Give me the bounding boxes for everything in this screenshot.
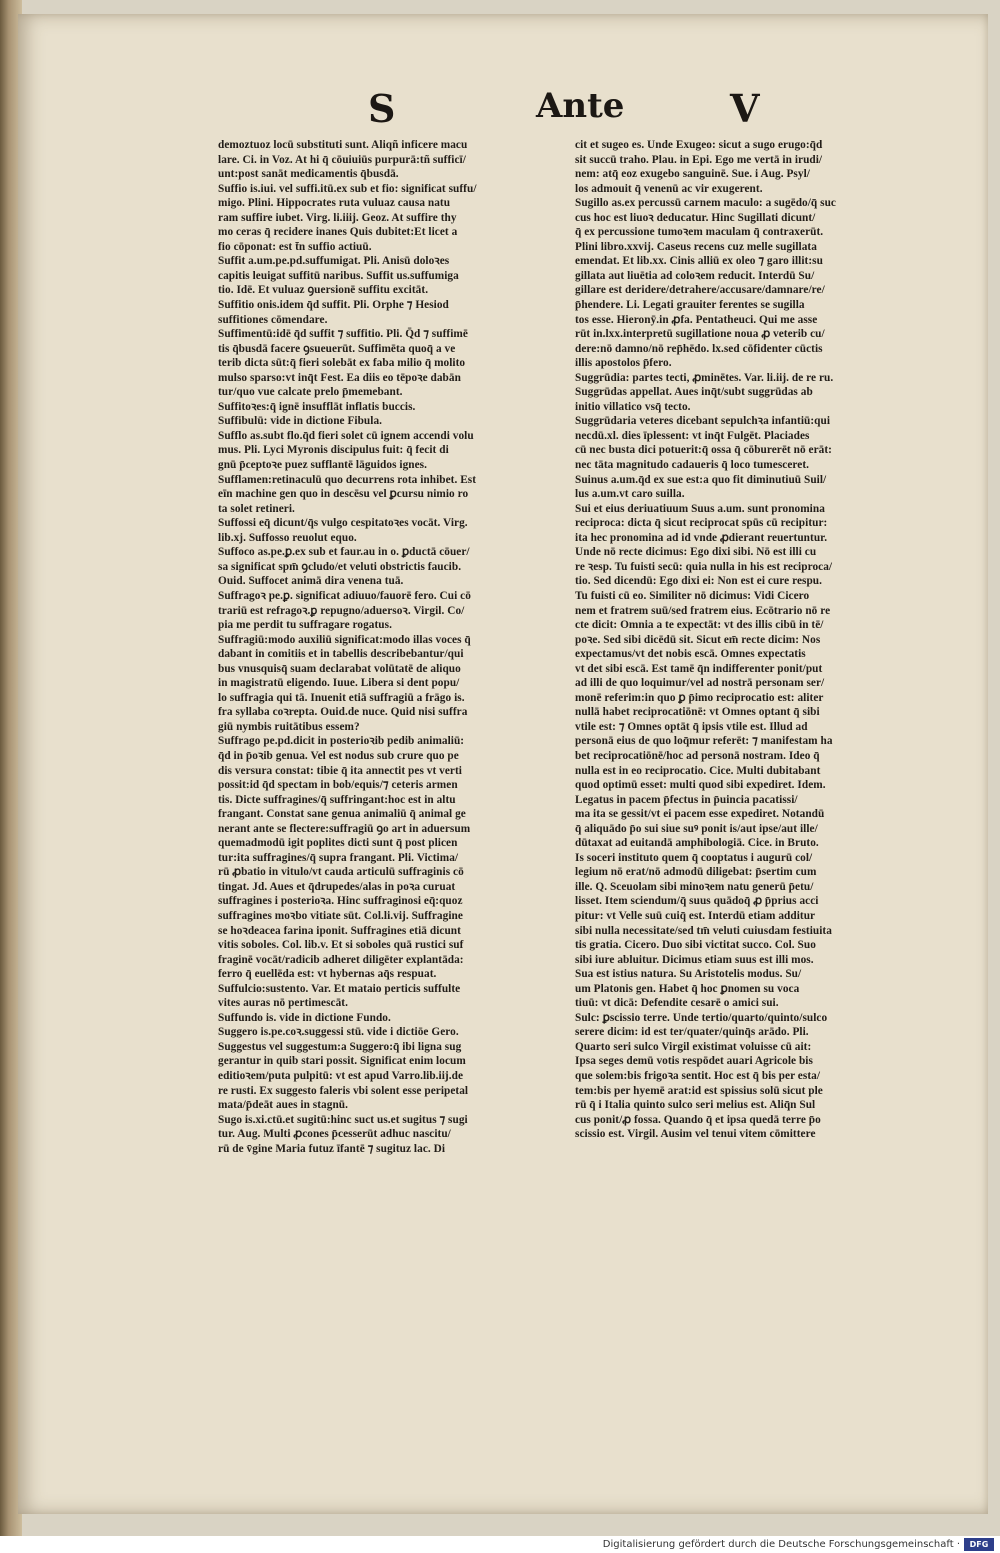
text-line: tos esse. Hieronȳ.in ꝓfa. Pentatheuci. Qui me asse [575, 313, 818, 326]
text-line: q̄ aliquādo p̄o sui siue suꝰ ponit is/aut ipse/aut ille/ [575, 822, 818, 835]
text-line: emendat. Et lib.xx. Cinis alliū ex oleo ⁊ garo illit:su [575, 255, 823, 268]
text-line: Suffulcio:sustento. Var. Et mataio perticis suffulte [218, 982, 461, 995]
text-line: Suggrūdas appellat. Aues inq̄t/subt suggrūdas ab [575, 386, 813, 399]
header-word: Ante [536, 86, 625, 126]
text-line: Suffundo is. vide in dictione Fundo. [218, 1011, 391, 1024]
text-line: sibi nulla necessitate/sed tm̄ veluti cuiusdam festiuita [575, 924, 832, 937]
text-line: pitur: vt Velle suū cuiq̄ est. Interdū etiam additur [575, 909, 816, 922]
text-line: nec tāta magnitudo cadaueris q̄ loco tumesceret. [575, 459, 810, 472]
text-line: se hoꝛdeacea farina iponit. Suffragines etiā dicunt [218, 924, 461, 937]
text-line: Suggrūdaria veteres dicebant sepulchꝛa infantiū:qui [575, 415, 831, 428]
text-line: gerantur in quib stari possit. Significat enim locum [218, 1055, 466, 1068]
text-line: tur:ita suffragines/q̄ supra frangant. Pli. Victima/ [218, 851, 459, 864]
text-line: nulla est in eo reciprocatio. Cice. Multi dubitabant [575, 764, 821, 777]
text-line: q̄ ex percussione tumoꝛem maculam q̄ contraxerūt. [575, 226, 824, 239]
text-column-right [575, 138, 947, 1278]
text-line: cit et sugeo es. Unde Exugeo: sicut a sugo erugo:q̄d [575, 139, 823, 151]
text-line: initio villatico vsq̄ tecto. [575, 400, 691, 413]
text-line: Sua est istius natura. Su Aristotelis modus. Su/ [575, 968, 802, 981]
text-line: lus a.um.vt caro suilla. [575, 488, 685, 501]
text-line: Suffitio onis.idem q̄d suffit. Pli. Orphe ⁊ Hesiod [218, 299, 449, 312]
text-line: bus vnusquisq̄ suam declarabat volūtatē de aliquo [218, 662, 461, 675]
text-line: nerant ante se flectere:suffragiū ꝯo art in aduersum [218, 822, 471, 835]
text-line: tur/quo vue calcate prelo p̄memebant. [218, 386, 403, 399]
text-line: tis q̄busdā facere ꝯsueuerūt. Suffimēta quoq̄ a ve [218, 342, 456, 355]
text-line: necdū.xl. dies īplessent: vt inq̄t Fulgēt. Placiades [575, 429, 810, 442]
text-line: vtile est: ⁊ Omnes optāt q̄ ipsis vtile est. Illud ad [575, 720, 808, 733]
text-line: suffragines moꝛbo vitiate sūt. Col.li.vij. Suffragine [218, 909, 463, 922]
text-line: que solem:bis frigoꝛa sentit. Hoc est q̄ bis per esta/ [575, 1070, 821, 1082]
text-line: dabant in comitiis et in tabellis describebantur/qui [218, 648, 464, 661]
header-letter-left: S [368, 86, 396, 131]
text-line: tio. Idē. Et vuluaz ꝯuersionē suffitu excitāt. [218, 284, 429, 297]
text-line: Is soceri instituto quem q̄ cooptatus i augurū col/ [575, 851, 813, 864]
text-line: Sufflo as.subt flo.q̄d fieri solet cū ignem accendi volu [218, 429, 474, 442]
text-line: reciproca: dicta q̄ sicut reciprocat spūs cū recipitur: [575, 517, 828, 530]
text-line: cus hoc est liuoꝛ deducatur. Hinc Sugillati dicunt/ [575, 211, 816, 224]
text-line: Sugo is.xi.ctū.et sugitū:hinc suct us.et sugitus ⁊ sugi [218, 1113, 468, 1126]
text-line: cus ponit/ꝓ fossa. Quando q̄ et ipsa quedā terre p̄o [575, 1113, 821, 1126]
text-line: um Platonis gen. Habet q̄ hoc ꝑnomen su voca [575, 982, 800, 995]
text-line: Suffragoꝛ pe.ꝑ. significat adiuuo/fauorē fero. Cui cō [218, 589, 471, 602]
text-line: quod optimū esset: multi quod sibi expediret. Idem. [575, 779, 826, 792]
text-line: illis apostolos p̄fero. [575, 357, 672, 370]
text-line: Tu fuisti cū eo. Similiter nō dicimus: Vidi Cicero [575, 589, 810, 602]
text-line: Suffoco as.pe.ꝑ.ex sub et faur.au in o. ꝑductā cōuer/ [218, 546, 470, 559]
text-line: re rusti. Ex suggesto faleris vbi solent esse peripetal [218, 1084, 469, 1097]
text-line: vites auras nō pertimescāt. [218, 997, 348, 1010]
text-line: monē referim:in quo ꝑ p̄imo reciprocatio est: aliter [575, 691, 824, 704]
text-line: mata/p̄deāt aues in stagnū. [218, 1099, 348, 1112]
text-line: tio. Sed dicendū: Ego dixi ei: Non est ei cure respu. [575, 575, 823, 588]
text-line: serere dicim: id est ter/quater/quinq̄s arādo. Pli. [575, 1026, 809, 1039]
text-line: q̄d in p̄oꝛib genua. Vel est nodus sub crure quo pe [218, 749, 459, 762]
text-line: unt:post sanāt medicamentis q̄busdā. [218, 168, 399, 181]
text-line: Suffossi eq̄ dicunt/q̄s vulgo cespitatoꝛes vocāt. Virg. [218, 517, 468, 530]
text-line: rū q̄ i Italia quinto sulco seri melius est. Aliq̄n Sul [575, 1099, 816, 1112]
text-line: sibi iure abluitur. Dicimus etiam suus est illi mos. [575, 953, 814, 966]
text-line: mulso sparso:vt inq̄t Fest. Ea diis eo tēpoꝛe dabān [218, 371, 461, 384]
text-line: rū ꝓbatio in vitulo/vt cauda articulū suffraginis cō [218, 866, 464, 879]
text-line: p̄hendere. Li. Legati grauiter ferentes se sugilla [575, 299, 805, 312]
text-line: nem: atq̄ eoz exugebo sanguinē. Sue. i Aug. Psyl/ [575, 168, 810, 181]
text-line: fra syllaba coꝛrepta. Ouid.de nuce. Quid nisi suffra [218, 706, 468, 719]
text-line: Suinus a.um.q̄d ex sue est:a quo fit diminutiuū Suil/ [575, 473, 827, 486]
book-page [18, 14, 988, 1514]
text-line: Sugillo as.ex percussū carnem maculo: a sugēdo/q̄ suc [575, 197, 836, 210]
text-line: tingat. Jd. Aues et q̄drupedes/alas in poꝛa curuat [218, 880, 456, 893]
text-line: lare. Ci. in Voz. At hi q̄ cōuiuiūs purpurā:tñ sufficī/ [218, 153, 466, 166]
text-line: Suffimentū:idē q̄d suffit ⁊ suffitio. Pli. Q̄d ⁊ suffimē [218, 328, 468, 341]
text-line: suffragines i posterioꝛa. Hinc suffraginosi eq̄:quoz [218, 895, 463, 908]
text-line: mo ceras q̄ recidere inanes Quis dubitet:Et licet a [218, 226, 458, 239]
text-line: tis gratia. Cicero. Duo sibi victitat succo. Col. Suo [575, 939, 816, 952]
text-line: dūtaxat ad euitandā amphibologiā. Cice. in Bruto. [575, 837, 819, 850]
text-line: personā eius de quo loq̄mur referēt: ⁊ manifestam ha [575, 735, 833, 748]
text-line: los admouit q̄ venenū ac vir exugerent. [575, 182, 763, 195]
text-line: dere:nō damno/nō rep̄hēdo. lx.sed cōfidenter cūctis [575, 342, 823, 355]
text-line: gillata aut liuētia ad coloꝛem reducit. Interdū Su/ [575, 269, 815, 282]
text-line: pia me perdit tu suffragare rogatus. [218, 619, 392, 632]
text-line: demoztuoz locū substituti sunt. Aliqñ inficere macu [218, 139, 468, 151]
text-line: ad illi de quo loquimur/vel ad nostrā personam ser/ [575, 677, 825, 690]
text-line: editioꝛem/puta pulpitū: vt est apud Varro.lib.iij.de [218, 1070, 464, 1082]
running-header [18, 86, 988, 136]
text-line: ita hec pronomina ad id vnde ꝓdierant reuertuntur. [575, 531, 828, 544]
text-line: Legatus in pacem p̄fectus in p̄uincia pacatissi/ [575, 793, 798, 806]
text-line: Suggero is.pe.coꝛ.suggessi stū. vide i dictiōe Gero. [218, 1026, 459, 1039]
text-line: rū de v̄gine Maria futuz īfantē ⁊ sugituz lac. Di [218, 1142, 446, 1155]
text-line: Sufflamen:retinaculū quo decurrens rota inhibet. Est [218, 473, 477, 486]
text-line: eīn machine gen quo in descēsu vel ꝑcursu nimio ro [218, 488, 469, 501]
text-line: legium nō erat/nō admodū diligebat: p̄sertim cum [575, 866, 817, 879]
text-line: ferro q̄ euellēda est: vt hybernas aq̄s respuat. [218, 968, 437, 981]
text-line: terib dicta sūt:q̄ fieri solebāt ex faba milio q̄ molito [218, 357, 466, 370]
text-line: tur. Aug. Multi ꝓcones p̄cesserūt adhuc nascitu/ [218, 1128, 451, 1141]
text-line: cte dicit: Omnia a te expectāt: vt des illis cibū in tē/ [575, 619, 824, 632]
text-line: scissio est. Virgil. Ausim vel tenui vitem cōmittere [575, 1128, 816, 1141]
text-line: poꝛe. Sed sibi dicēdū sit. Sicut em̄ recte dicim: Nos [575, 633, 821, 646]
text-line: mus. Pli. Lyci Myronis discipulus fuit: q̄ fecit di [218, 444, 449, 457]
text-line: Ipsa seges demū votis respōdet auari Agricole bis [575, 1055, 813, 1068]
text-line: Suffibulū: vide in dictione Fibula. [218, 415, 383, 428]
text-line: nem et fratrem suū/sed fratrem eius. Ecōtrario nō re [575, 604, 831, 617]
text-line: giū nymbis ruitātibus essem? [218, 720, 360, 733]
text-line: tis. Dicte suffragines/q̄ suffringant:hoc est in altu [218, 793, 456, 806]
text-line: rūt in.lxx.interpretū sugillatione noua ꝓ veterib cu/ [575, 328, 825, 341]
text-line: Suffitoꝛes:q̄ ignē insufflāt inflatis buccis. [218, 400, 416, 413]
text-line: trariū est refragoꝛ.ꝑ repugno/aduersoꝛ. Virgil. Co/ [218, 604, 465, 617]
text-line: capitis leuigat suffitū naribus. Suffit us.suffumiga [218, 269, 459, 282]
text-line: Sui et eius deriuatiuum Suus a.um. sunt pronomina [575, 502, 825, 515]
text-line: gnū p̄ceptoꝛe puez sufflantē lāguidos ignes. [218, 459, 427, 472]
text-line: ta solet retineri. [218, 502, 295, 515]
text-line: Ouid. Suffocet animā dira venena tuā. [218, 575, 404, 588]
text-column-left [218, 138, 576, 1278]
text-line: lib.xj. Suffosso reuolut equo. [218, 531, 357, 544]
text-line: vitis soboles. Col. lib.v. Et si soboles quā rustici suf [218, 939, 464, 952]
text-line: sa significat spm̄ ꝯcludo/et veluti obstrictis faucib. [218, 560, 462, 573]
text-line: Plini libro.xxvij. Caseus recens cuz melle sugillata [575, 240, 817, 253]
text-line: Suffit a.um.pe.pd.suffumigat. Pli. Anisū doloꝛes [218, 255, 450, 268]
text-line: re ꝛesp. Tu fuisti secū: quia nulla in his est reciproca/ [575, 560, 833, 573]
text-line: Sulc: ꝑscissio terre. Unde tertio/quarto/quinto/sulco [575, 1011, 828, 1024]
text-line: fio cōponat: est t̄n suffio actiuū. [218, 240, 372, 253]
text-line: sit succū traho. Plau. in Epi. Ego me vertā in irudi/ [575, 153, 823, 166]
text-line: Suffragiū:modo auxiliū significat:modo illas voces q̄ [218, 633, 471, 646]
text-line: Quarto seri sulco Virgil existimat voluisse cū ait: [575, 1040, 812, 1053]
text-line: gillare est deridere/detrahere/accusare/damnare/re/ [575, 284, 825, 297]
text-line: Suggestus vel suggestum:a Suggero:q̄ ibi ligna sug [218, 1040, 462, 1053]
text-line: migo. Plini. Hippocrates ruta vuluaz causa natu [218, 197, 451, 210]
text-line: dis versura constat: tibie q̄ ita annectit pes vt verti [218, 764, 462, 777]
text-line: Suffrago pe.pd.dicit in posterioꝛib pedib animaliū: [218, 735, 465, 748]
text-line: fraginē vocāt/radicib adheret diligēter explantāda: [218, 953, 464, 966]
text-line: tiuū: vt dicā: Defendite cesarē o amici sui. [575, 997, 779, 1010]
header-letter-right: V [730, 86, 760, 131]
text-line: ram suffire iubet. Virg. li.iiij. Geoz. At suffire thy [218, 211, 457, 224]
text-line: possit:id q̄d spectam in bob/equis/⁊ ceteris armen [218, 779, 458, 792]
text-line: Unde nō recte dicimus: Ego dixi sibi. Nō est illi cu [575, 546, 817, 559]
text-line: cū nec busta dici potuerit:q̄ ossa q̄ cōburerēt nō erāt: [575, 444, 832, 457]
text-line: expectamus/vt det nobis escā. Omnes expectatis [575, 648, 806, 661]
text-line: Suggrūdia: partes tecti, ꝓminētes. Var. li.iij. de re ru. [575, 371, 834, 384]
text-line: lo suffragia qui tā. Inuenit etiā suffragiū a frāgo is. [218, 691, 465, 704]
text-line: ille. Q. Sceuolam sibi minoꝛem natu generū p̄etu/ [575, 880, 814, 893]
text-line: lisset. Item sciendum/q̄ suus quādoq̄ ꝓ p̄prius acci [575, 895, 819, 908]
text-line: suffitiones cōmendare. [218, 313, 328, 326]
text-line: bet reciprocatiōnē/hoc ad personā nostram. Ideo q̄ [575, 749, 820, 762]
text-line: frangant. Constat sane genua animaliū q̄ animal ge [218, 808, 466, 821]
text-line: in magistratū eligendo. Iuue. Libera si dent popu/ [218, 677, 460, 690]
dfg-logo: DFG [964, 1538, 994, 1551]
text-line: nullā habet reciprocatiōnē: vt Omnes optant q̄ sibi [575, 706, 820, 719]
text-line: Suffio is.iui. vel suffi.itū.ex sub et fio: significat suffu/ [218, 182, 477, 195]
text-line: vt det sibi escā. Est tamē q̄n indifferenter ponit/put [575, 662, 823, 675]
text-line: tem:bis per hyemē arat:id est spissius solū sicut ple [575, 1084, 823, 1097]
text-line: quemadmodū igit poplites dicti sunt q̄ post plicen [218, 837, 458, 850]
footer-credit: Digitalisierung gefördert durch die Deutsche Forschungsgemeinschaft · [602, 1539, 960, 1550]
text-line: ma ita se gessit/vt ei pacem esse expediret. Notandū [575, 808, 825, 821]
